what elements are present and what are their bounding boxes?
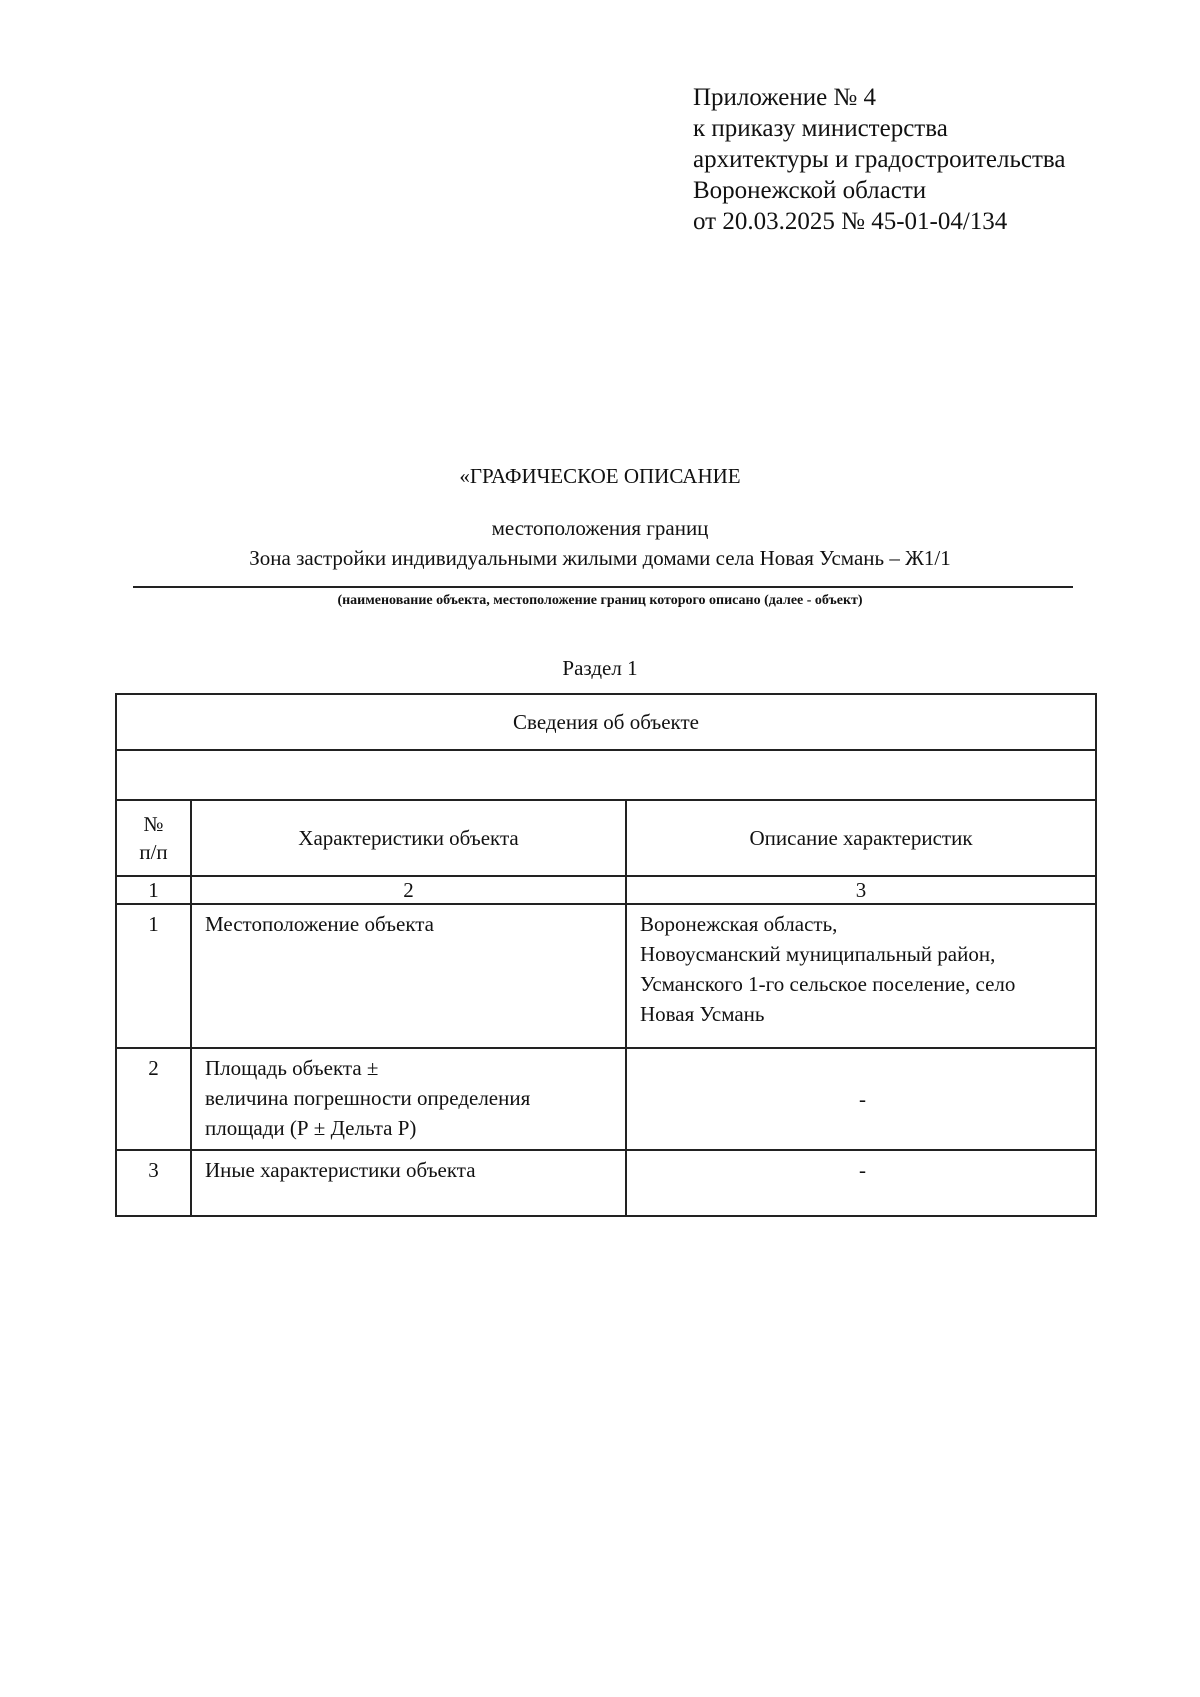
row-characteristic bbox=[191, 1150, 626, 1216]
row-description bbox=[626, 904, 1096, 1048]
table-row bbox=[116, 1150, 1096, 1216]
object-info-table bbox=[115, 693, 1097, 1217]
document-subtitle-boundaries: местоположения границ bbox=[491, 516, 709, 540]
characteristic-line: площади (Р ± Дельта Р) bbox=[205, 1116, 417, 1140]
annex-ministry-line: архитектуры и градостроительства bbox=[693, 146, 1066, 173]
table-caption: Сведения об объекте bbox=[116, 694, 1096, 750]
row-characteristic bbox=[191, 904, 626, 1048]
table-empty-row bbox=[116, 750, 1096, 800]
row-number: 2 bbox=[116, 1048, 191, 1150]
table-index-row bbox=[116, 876, 1096, 904]
document-subtitle-zone: Зона застройки индивидуальными жилыми домами села Новая Усмань – Ж1/1 bbox=[249, 546, 951, 570]
characteristic-line: Площадь объекта ± bbox=[205, 1056, 379, 1080]
table-caption-row bbox=[116, 694, 1096, 750]
description-line: Новоусманский муниципальный район, bbox=[640, 942, 996, 966]
section-label: Раздел 1 bbox=[562, 656, 638, 680]
header-characteristics: Характеристики объекта bbox=[191, 800, 626, 876]
title-underline bbox=[133, 586, 1073, 588]
header-number-abbrev: п/п bbox=[139, 840, 168, 864]
description-line: Воронежская область, bbox=[640, 912, 838, 936]
annex-date-number: от 20.03.2025 № 45-01-04/134 bbox=[693, 208, 1008, 235]
characteristic-line: величина погрешности определения bbox=[205, 1086, 531, 1110]
row-number: 1 bbox=[116, 904, 191, 1048]
row-description: - bbox=[626, 1048, 1096, 1150]
row-description: - bbox=[626, 1150, 1096, 1216]
header-description: Описание характеристик bbox=[626, 800, 1096, 876]
header-number-symbol: № bbox=[143, 812, 164, 836]
characteristic-line: Иные характеристики объекта bbox=[205, 1158, 476, 1182]
annex-order-line: к приказу министерства bbox=[693, 115, 948, 142]
table-row bbox=[116, 904, 1096, 1048]
description-line: Усманского 1-го сельское поселение, село bbox=[640, 972, 1016, 996]
characteristic-line: Местоположение объекта bbox=[205, 912, 435, 936]
header-number bbox=[116, 800, 191, 876]
annex-reference bbox=[693, 82, 1065, 237]
table-empty-cell bbox=[116, 750, 1096, 800]
index-cell: 3 bbox=[626, 876, 1096, 904]
index-cell: 1 bbox=[116, 876, 191, 904]
row-characteristic bbox=[191, 1048, 626, 1150]
row-number: 3 bbox=[116, 1150, 191, 1216]
description-line: Новая Усмань bbox=[640, 1002, 765, 1026]
table-row bbox=[116, 1048, 1096, 1150]
index-cell: 2 bbox=[191, 876, 626, 904]
annex-region-line: Воронежской области bbox=[693, 177, 927, 204]
underline-caption: (наименование объекта, местоположение границ которого описано (далее - объект) bbox=[337, 593, 863, 608]
document-title: «ГРАФИЧЕСКОЕ ОПИСАНИЕ bbox=[459, 464, 741, 488]
annex-number: Приложение № 4 bbox=[693, 84, 877, 111]
table-header-row bbox=[116, 800, 1096, 876]
